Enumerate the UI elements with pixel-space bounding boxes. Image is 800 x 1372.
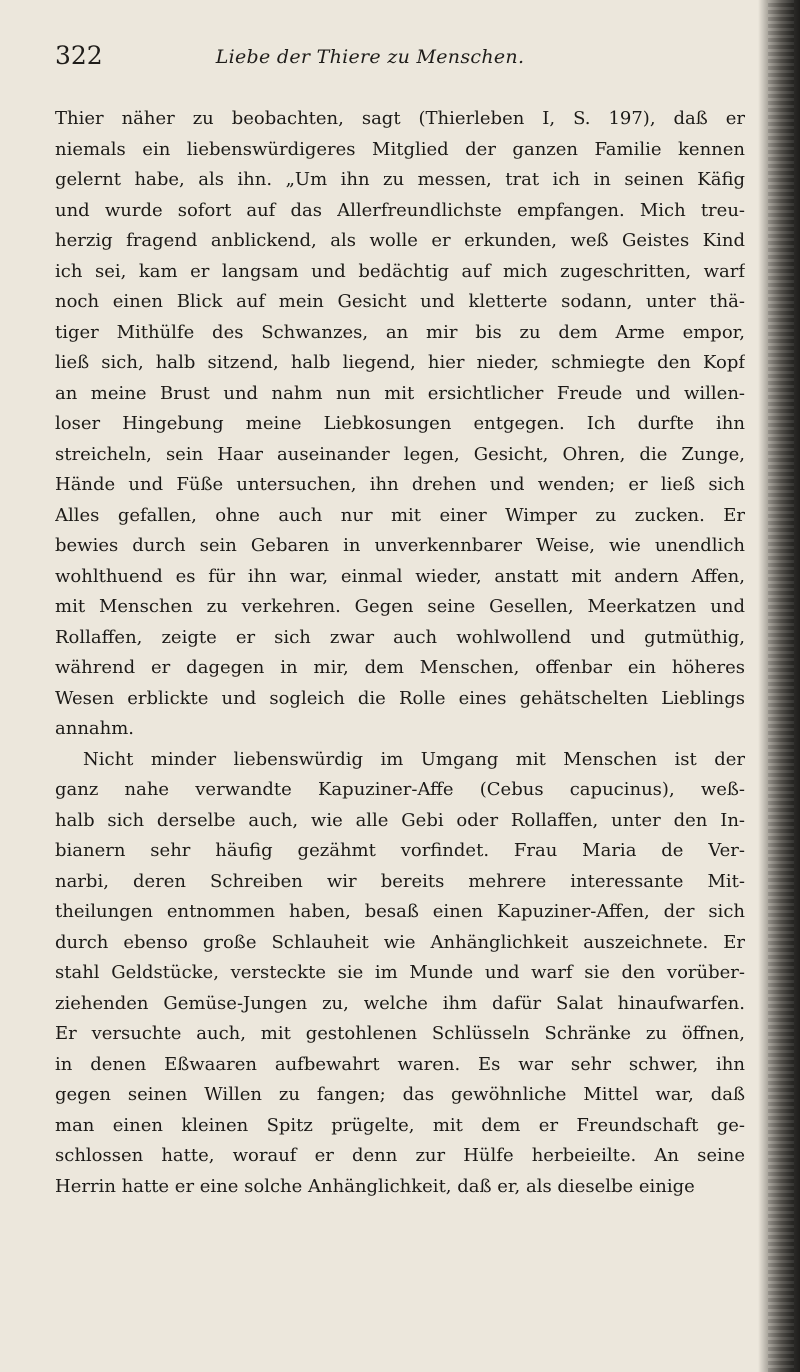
paragraph [55, 745, 745, 1203]
text-line: und wurde sofort auf das Allerfreundlichste empfangen. Mich treu- [55, 199, 745, 221]
text-line: gegen seinen Willen zu fangen; das gewöhnliche Mittel war, daß [55, 1084, 745, 1105]
text-line: ließ sich, halb sitzend, halb liegend, hier nieder, schmiegte den Kopf [55, 352, 745, 373]
text-line: Herrin hatte er eine solche Anhänglichkeit, daß er, als dieselbe einige [55, 1175, 695, 1197]
text-line: bianern sehr häufig gezähmt vorfindet. Frau Maria de Ver- [55, 840, 745, 861]
text-line: Alles gefallen, ohne auch nur mit einer Wimper zu zucken. Er [55, 504, 745, 526]
text-line: streicheln, sein Haar auseinander legen, Gesicht, Ohren, die Zunge, [55, 443, 745, 465]
text-line: ganz nahe verwandte Kapuziner-Affe (Cebus capucinus), weß- [55, 779, 745, 800]
text-line: an meine Brust und nahm nun mit ersichtlicher Freude und willen- [55, 382, 745, 404]
text-line: narbi, deren Schreiben wir bereits mehrere interessante Mit- [55, 870, 745, 892]
text-line: während er dagegen in mir, dem Menschen, offenbar ein höheres [55, 657, 745, 678]
text-line: ich sei, kam er langsam und bedächtig auf mich zugeschritten, warf [55, 260, 745, 282]
text-line: loser Hingebung meine Liebkosungen entgegen. Ich durfte ihn [55, 413, 745, 434]
text-line: Hände und Füße untersuchen, ihn drehen und wenden; er ließ sich [55, 474, 745, 495]
text-line: tiger Mithülfe des Schwanzes, an mir bis zu dem Arme empor, [55, 321, 745, 343]
text-line: ziehenden Gemüse-Jungen zu, welche ihm dafür Salat hinaufwarfen. [55, 992, 745, 1014]
text-line: schlossen hatte, worauf er denn zur Hülfe herbeieilte. An seine [55, 1145, 745, 1166]
text-line: mit Menschen zu verkehren. Gegen seine Gesellen, Meerkatzen und [55, 596, 745, 617]
text-line: Rollaffen, zeigte er sich zwar auch wohlwollend und gutmüthig, [55, 626, 745, 648]
page-number: 322 [55, 41, 103, 70]
text-line: noch einen Blick auf mein Gesicht und kletterte sodann, unter thä- [55, 291, 745, 312]
text-line: stahl Geldstücke, versteckte sie im Munde und warf sie den vorüber- [55, 962, 745, 983]
text-line: bewies durch sein Gebaren in unverkennbarer Weise, wie unendlich [55, 535, 745, 556]
text-line: gelernt habe, als ihn. „Um ihn zu messen, trat ich in seinen Käfig [55, 169, 745, 190]
text-line: man einen kleinen Spitz prügelte, mit dem er Freundschaft ge- [55, 1114, 745, 1136]
body-text [55, 104, 745, 1202]
page-header [55, 38, 745, 78]
text-line: Wesen erblickte und sogleich die Rolle eines gehätschelten Lieblings [55, 687, 745, 709]
text-line: niemals ein liebenswürdigeres Mitglied der ganzen Familie kennen [55, 138, 745, 160]
running-head: Liebe der Thiere zu Menschen. [215, 46, 525, 68]
paragraph [55, 104, 745, 745]
page-edge-texture [768, 0, 794, 1372]
text-line: theilungen entnommen haben, besaß einen Kapuziner-Affen, der sich [55, 901, 745, 922]
text-line: halb sich derselbe auch, wie alle Gebi oder Rollaffen, unter den In- [55, 809, 745, 831]
text-line: Nicht minder liebenswürdig im Umgang mit Menschen ist der [83, 748, 745, 770]
text-line: wohlthuend es für ihn war, einmal wieder, anstatt mit andern Affen, [55, 565, 745, 587]
text-line: annahm. [55, 718, 135, 739]
text-line: Er versuchte auch, mit gestohlenen Schlüsseln Schränke zu öffnen, [55, 1023, 745, 1044]
text-line: in denen Eßwaaren aufbewahrt waren. Es war sehr schwer, ihn [55, 1053, 745, 1075]
text-line: Thier näher zu beobachten, sagt (Thierleben I, S. 197), daß er [55, 108, 745, 129]
text-line: durch ebenso große Schlauheit wie Anhänglichkeit auszeichnete. Er [55, 931, 745, 953]
text-line: herzig fragend anblickend, als wolle er erkunden, weß Geistes Kind [55, 230, 745, 251]
